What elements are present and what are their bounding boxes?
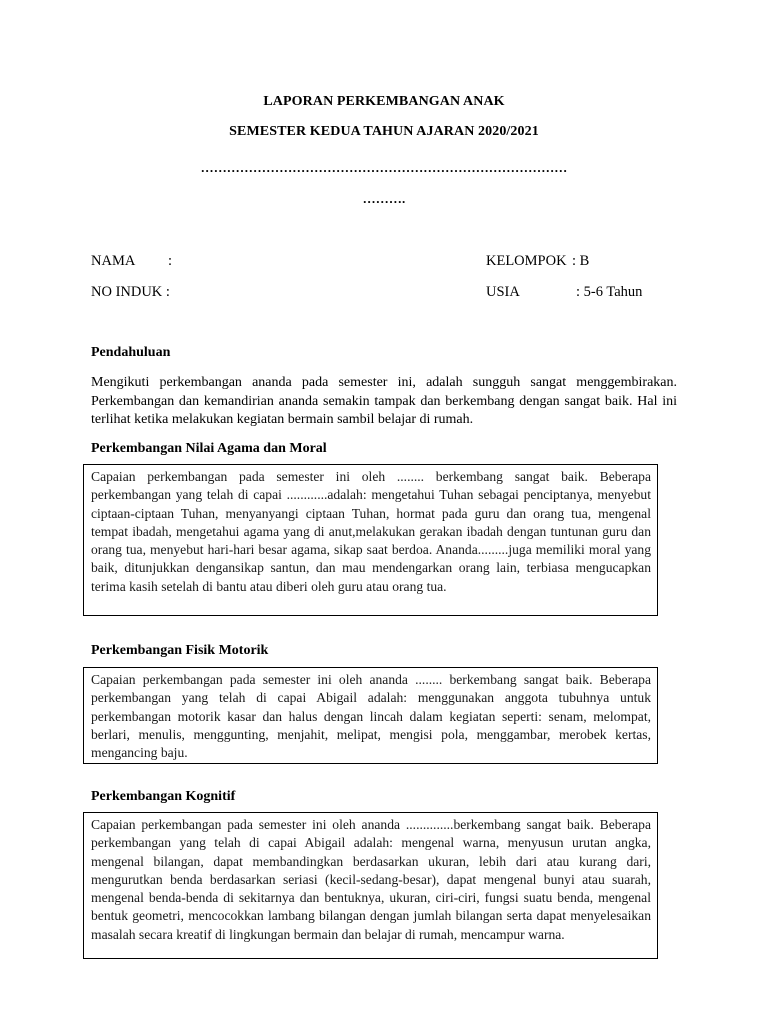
physical-motor-box: [83, 667, 658, 764]
cognitive-text: Capaian perkembangan pada semester ini oleh ananda ..............berkembang sangat baik. Beberapa perkembangan yang telah di capai Abigail adalah: mengenal warna, menyusun urutan angka, mengenal bilangan, dapat membandingkan berdasarkan ukuran, lebih dari atau kurang dari, mengurutkan benda berdasarkan seriasi (kecil-sedang-besar), dapat mengenal bunyi atau suarah, mengenal benda-benda di sekitarnya dan bentuknya, ukuran, ciri-ciri, fungsi suatu benda, mengenal bentuk geometri, mencocokkan lambang bilangan dengan jumlah bilangan serta dapat menyelesaikan masalah secara kreatif di lingkungan bermain dan belajar di rumah, mencampur warna.: [91, 817, 651, 942]
physical-motor-text: Capaian perkembangan pada semester ini oleh ananda ........ berkembang sangat baik. Beberapa perkembangan yang telah di capai Abigail adalah: menggunakan anggota tubuhnya untuk perkembangan motorik kasar dan halus dengan lincah dalam kegiatan seperti: senam, melompat, berlari, menulis, menggunting, menjahit, melipat, mengisi pola, menggambar, merobek kertas, mengancing baju.: [91, 672, 651, 761]
dotted-line-2: ……….: [362, 191, 406, 206]
group-value: : B: [572, 253, 590, 269]
intro-paragraph: Mengikuti perkembangan ananda pada semester ini, adalah sungguh sangat menggembirakan. Perkembangan dan kemandirian ananda semakin tampak dan berkembang dengan sangat baik. Hal ini terlihat ketika melakukan kegiatan bermain sambil belajar di rumah.: [91, 375, 677, 427]
intro-heading: Pendahuluan: [91, 345, 171, 360]
name-colon: :: [168, 253, 173, 269]
cognitive-box: [83, 812, 658, 959]
student-id-label: NO INDUK :: [91, 284, 170, 300]
religion-moral-text: Capaian perkembangan pada semester ini oleh ........ berkembang sangat baik. Beberapa perkembangan yang telah di capai ............adalah: mengetahui Tuhan sebagai penciptanya, menyebut ciptaan-ciptaan Tuhan, menyanyangi ciptaan Tuhan, hormat pada guru dan orang tua, mengenal tempat ibadah, mengetahui agama yang di anut,melakukan gerakan ibadah dengan tuntunan guru dan orang tua, menyebut hari-hari besar agama, sikap saat berdoa. Ananda.........juga memiliki moral yang baik, ditunjukkan dengansikap santun, dan mau mendengarkan orang lain, terbiasa mengucapkan terima kasih setelah di bantu atau diberi oleh guru atau orang tua.: [91, 469, 651, 594]
age-value: : 5-6 Tahun: [576, 284, 643, 300]
name-label: NAMA: [91, 253, 136, 269]
physical-motor-heading: Perkembangan Fisik Motorik: [91, 643, 269, 658]
dotted-line-1: …………………………………………………………………………: [200, 160, 568, 175]
report-title: LAPORAN PERKEMBANGAN ANAK: [263, 94, 505, 109]
religion-moral-heading: Perkembangan Nilai Agama dan Moral: [91, 441, 327, 456]
age-label: USIA: [486, 284, 520, 300]
report-subtitle: SEMESTER KEDUA TAHUN AJARAN 2020/2021: [229, 124, 539, 139]
cognitive-heading: Perkembangan Kognitif: [91, 789, 236, 804]
religion-moral-box: [83, 464, 658, 616]
group-label: KELOMPOK: [486, 253, 567, 269]
